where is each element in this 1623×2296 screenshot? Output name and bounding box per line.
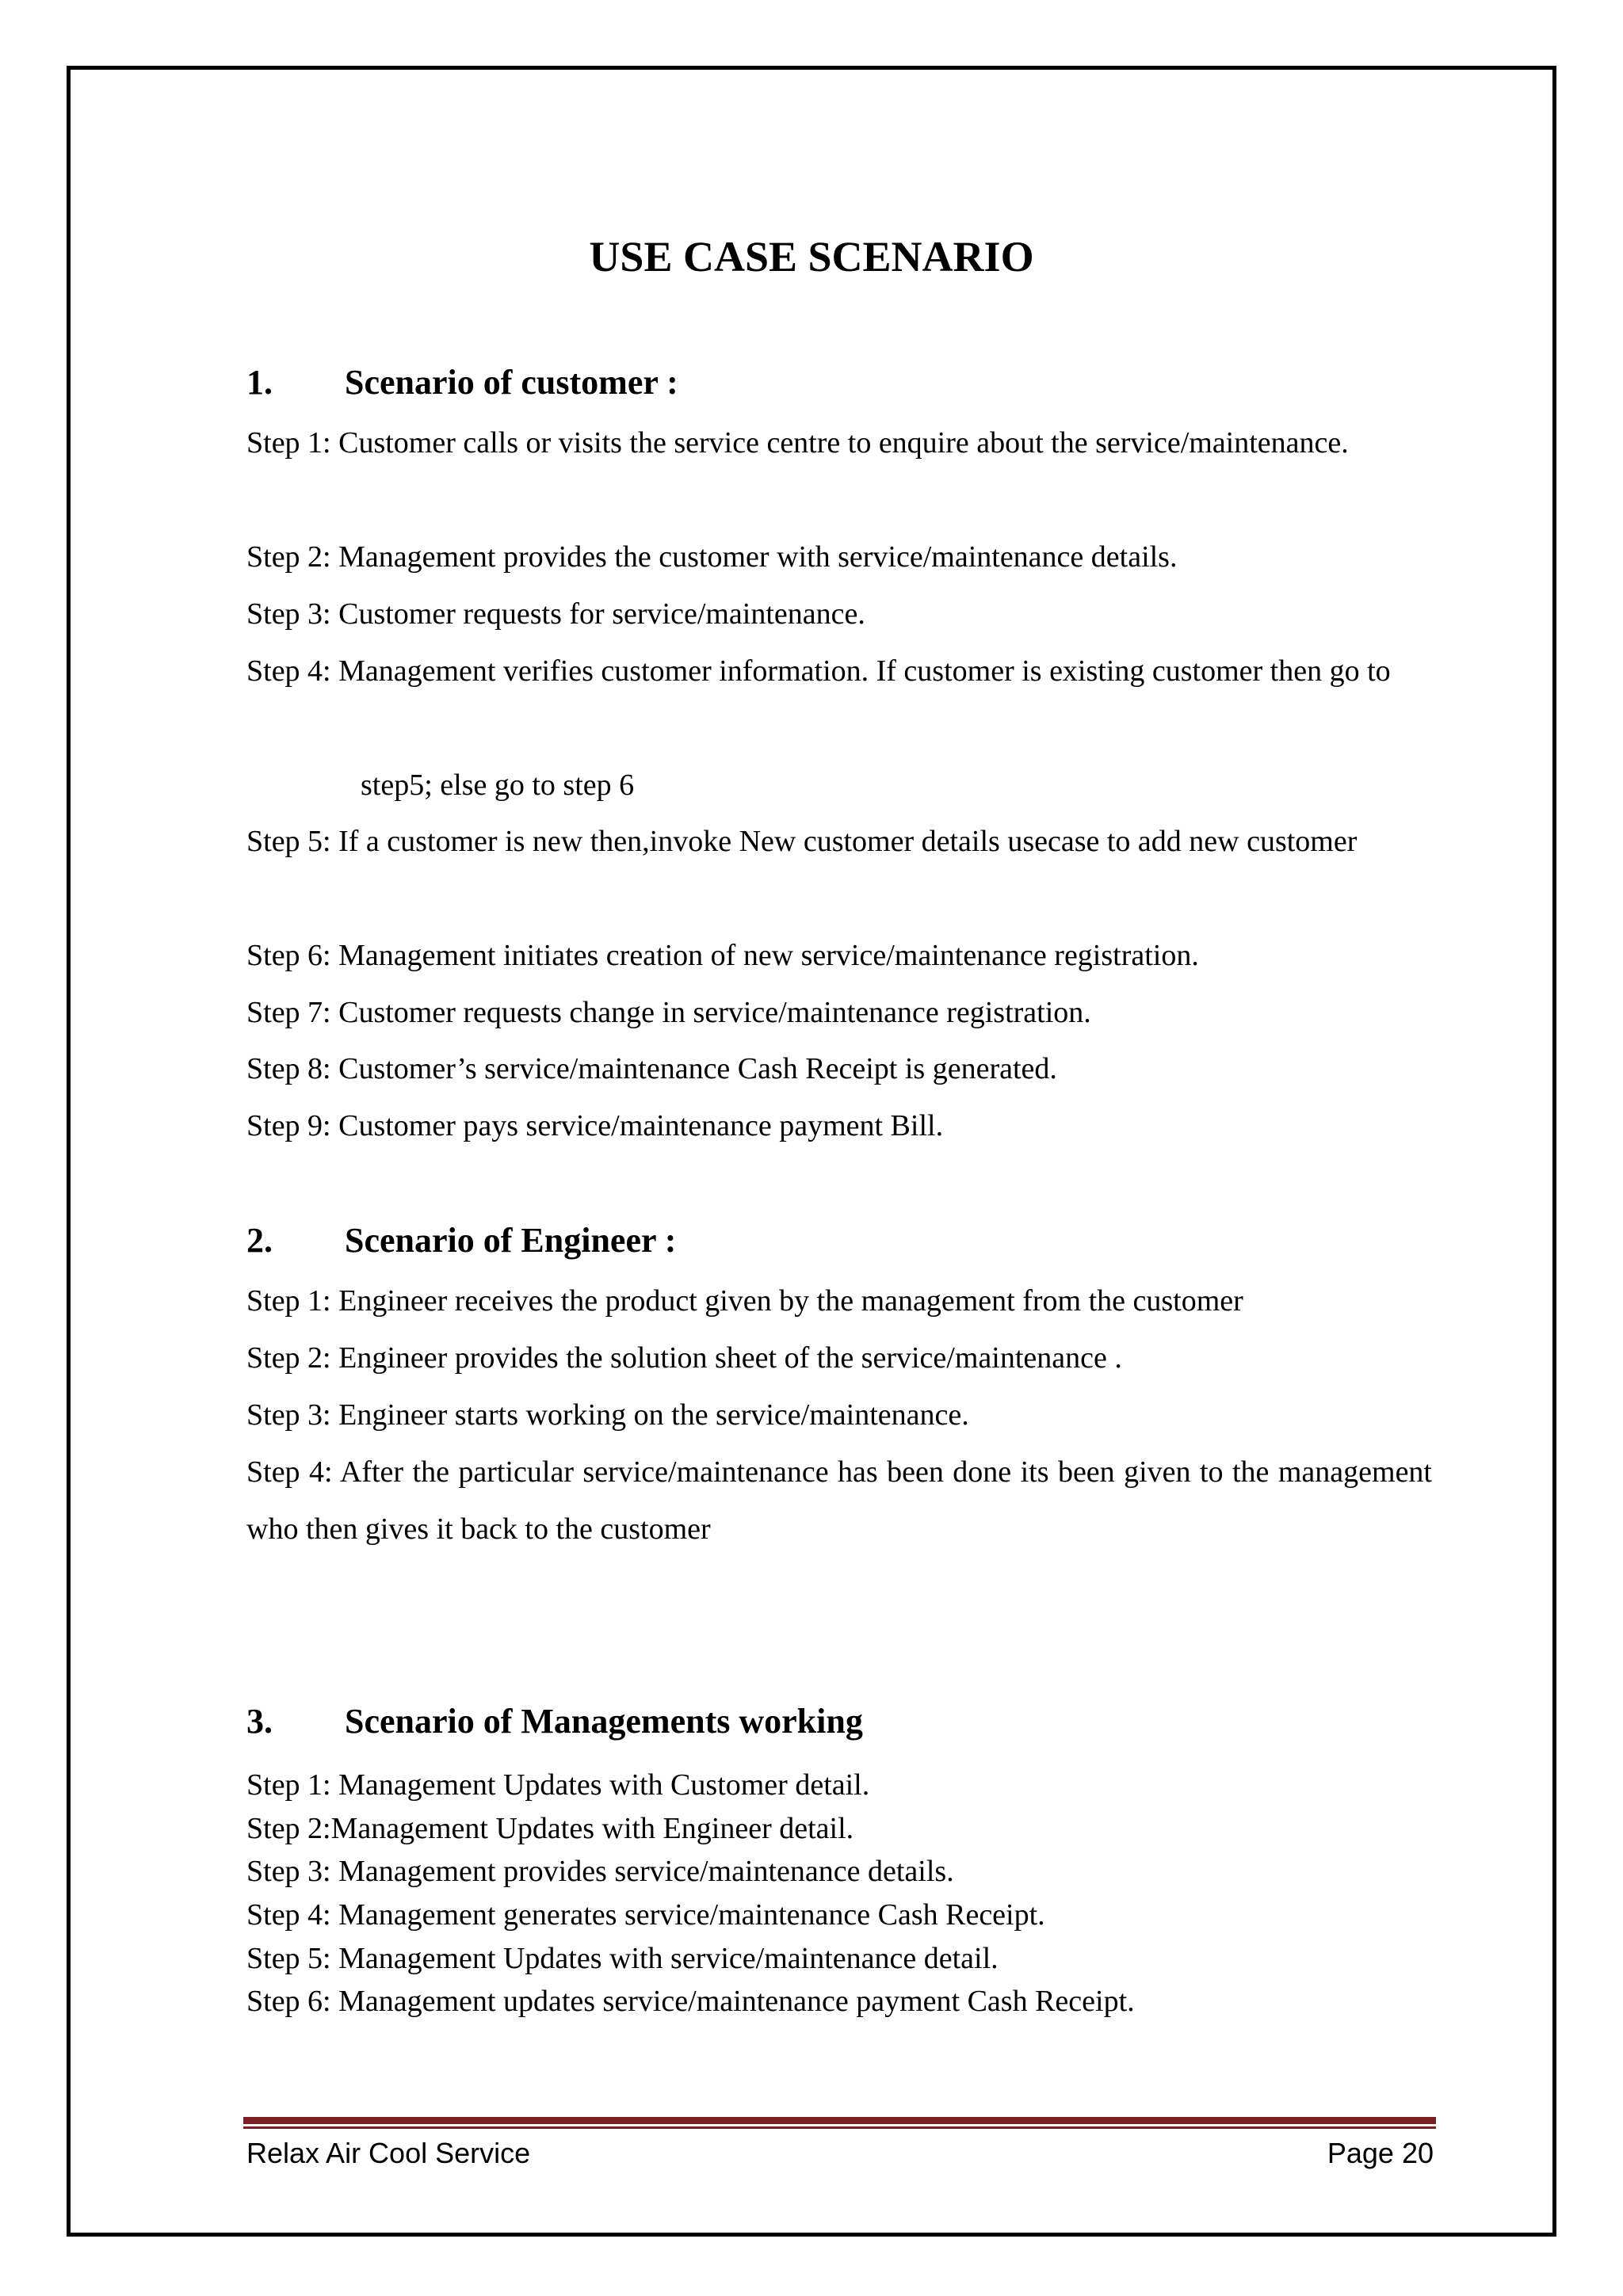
management-step-1: Step 1: Management Updates with Customer detail. — [246, 1768, 870, 1802]
footer-rule — [243, 2117, 1436, 2124]
customer-step-3: Step 3: Customer requests for service/maintenance. — [246, 597, 865, 631]
engineer-step-1: Step 1: Engineer receives the product given by the management from the customer — [246, 1284, 1243, 1318]
engineer-step-2: Step 2: Engineer provides the solution sheet of the service/maintenance . — [246, 1341, 1122, 1375]
management-step-2: Step 2:Management Updates with Engineer detail. — [246, 1812, 854, 1845]
customer-step-5: Step 5: If a customer is new then,invoke New customer details usecase to add new customer — [246, 825, 1358, 858]
section-number: 1. — [246, 363, 273, 402]
footer-rule-thin — [243, 2126, 1436, 2129]
section-title: Scenario of customer : — [345, 363, 678, 402]
engineer-step-4: Step 4: After the particular service/maintenance has been done its been given to the management who then gives it back to the customer — [246, 1455, 1432, 1546]
section-heading-engineer — [246, 1219, 676, 1263]
customer-step-1: Step 1: Customer calls or visits the service centre to enquire about the service/maintenance. — [246, 426, 1349, 460]
management-step-5: Step 5: Management Updates with service/maintenance detail. — [246, 1942, 999, 1975]
customer-step-2: Step 2: Management provides the customer with service/maintenance details. — [246, 540, 1178, 574]
page-title: USE CASE SCENARIO — [589, 233, 1034, 280]
customer-step-7: Step 7: Customer requests change in service/maintenance registration. — [246, 996, 1091, 1029]
customer-step-8: Step 8: Customer’s service/maintenance Cash Receipt is generated. — [246, 1052, 1057, 1085]
customer-step-4-continued: step5; else go to step 6 — [361, 769, 635, 802]
footer-project-name: Relax Air Cool Service — [246, 2137, 531, 2169]
engineer-step-3: Step 3: Engineer starts working on the service/maintenance. — [246, 1398, 969, 1432]
management-step-4: Step 4: Management generates service/maintenance Cash Receipt. — [246, 1898, 1045, 1932]
footer-page-number: Page 20 — [1327, 2137, 1434, 2169]
section-title: Scenario of Engineer : — [345, 1221, 677, 1260]
management-step-3: Step 3: Management provides service/maintenance details. — [246, 1855, 954, 1888]
management-step-6: Step 6: Management updates service/maintenance payment Cash Receipt. — [246, 1985, 1135, 2018]
customer-step-6: Step 6: Management initiates creation of new service/maintenance registration. — [246, 939, 1199, 972]
section-heading-management — [246, 1699, 863, 1744]
section-title: Scenario of Managements working — [345, 1702, 863, 1741]
section-heading-customer — [246, 360, 678, 405]
section-number: 2. — [246, 1221, 273, 1260]
customer-step-9: Step 9: Customer pays service/maintenance payment Bill. — [246, 1109, 944, 1142]
section-number: 3. — [246, 1702, 273, 1741]
customer-step-4: Step 4: Management verifies customer information. If customer is existing customer then go to — [246, 654, 1391, 688]
